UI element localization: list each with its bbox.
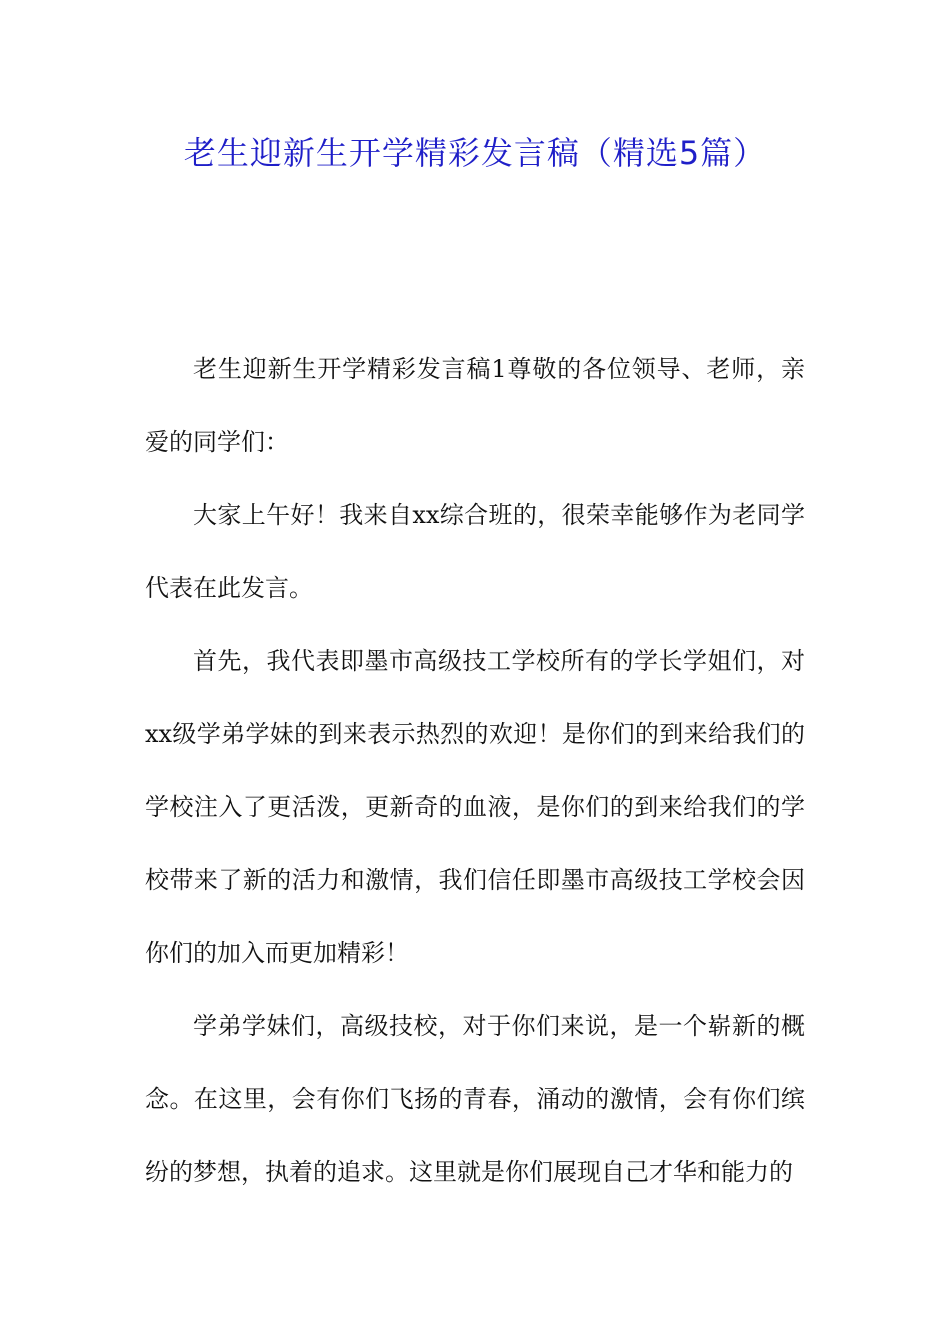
- document-body: [145, 333, 805, 1209]
- document-title: 老生迎新生开学精彩发言稿（精选5篇）: [183, 134, 767, 172]
- paragraph: 首先，我代表即墨市高级技工学校所有的学长学姐们，对xx级学弟学妹的到来表示热烈的欢迎！是你们的到来给我们的学校注入了更活泼，更新奇的血液，是你们的到来给我们的学校带来了新的活力和激情，我们信任即墨市高级技工学校会因你们的加入而更加精彩！: [145, 647, 805, 967]
- paragraph: 学弟学妹们，高级技校，对于你们来说，是一个崭新的概念。在这里，会有你们飞扬的青春，涌动的激情，会有你们缤纷的梦想，执着的追求。这里就是你们展现自己才华和能力的: [145, 1012, 805, 1186]
- paragraph: 老生迎新生开学精彩发言稿1尊敬的各位领导、老师，亲爱的同学们：: [145, 355, 805, 456]
- paragraph: 大家上午好！我来自xx综合班的，很荣幸能够作为老同学代表在此发言。: [145, 501, 805, 602]
